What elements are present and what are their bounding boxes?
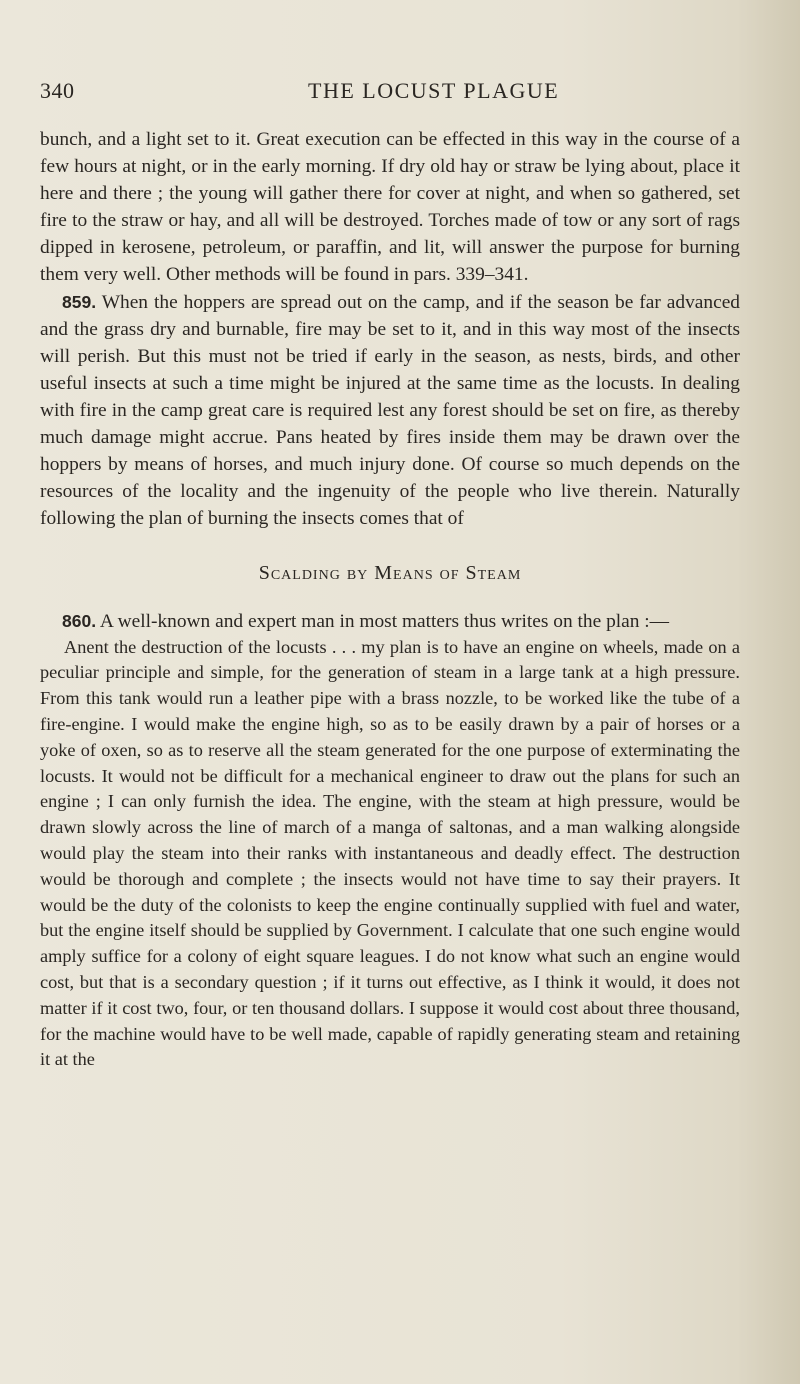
paragraph-number: 860. [62,610,97,631]
paragraph-text: When the hoppers are spread out on the camp, and if the season be far advanced and the grass dry and burnable, fire may be set to it, and in this way most of the insects will perish. But this must not be tried if early in the season, as nests, birds, and other useful insects at such a time might be injured at the same time as the locusts. In dealing with fire in the camp great care is required lest any forest should be set on fire, as thereby much damage might accrue. Pans heated by fires inside them may be drawn over the hoppers by means of horses, and much injury done. Of course so much depends on the resources of the locality and the ingenuity of the people who live therein. Naturally following the plan of burning the insects comes that of [40,291,741,530]
running-title: THE LOCUST PLAGUE [308,78,560,103]
page-number: 340 [40,78,75,103]
block-quote: Anent the destruction of the locusts . . . my plan is to have an engine on wheels, made on a peculiar principle and simple, for the generation of steam in a large tank at a high pressure. From this tank would run a leather pipe with a brass nozzle, to be worked like the tube of a fire-engine. I would make the engine high, so as to be easily drawn by a pair of horses or a yoke of oxen, so as to reserve all the steam generated for the one purpose of exterminating the locusts. It would not be difficult for a mechanical engineer to draw out the plans for such an engine ; I can only furnish the idea. The engine, with the steam at high pressure, would be drawn slowly across the line of march of a manga of saltonas, and a man walking alongside would play the steam into their ranks with instantaneous and deadly effect. The destruction would be thorough and complete ; the insects would not have time to say their prayers. It would be the duty of the colonists to keep the engine continually supplied with fuel and water, but the engine itself should be supplied by Government. I calculate that one such engine would amply suffice for a colony of eight square leagues. I do not know what such an engine would cost, but that is a secondary question ; if it turns out effective, as I think it would, it does not matter if it cost two, four, or ten thousand dollars. I suppose it would cost about three thousand, for the machine would have to be well made, capable of rapidly generating steam and retaining it at the [40,636,740,1070]
body-text [40,126,740,1073]
paragraph-continued: bunch, and a light set to it. Great execution can be effected in this way in the course of a few hours at night, or in the early morning. If dry old hay or straw be lying about, place it here and there ; the young will gather there for cover at night, and when so gathered, set fire to the straw or hay, and all will be destroyed. Torches made of tow or any sort of rags dipped in kerosene, petroleum, or paraffin, and lit, will answer the purpose for burning them very well. Other methods will be found in pars. 339–341. [40,129,740,286]
paragraph-text: A well-known and expert man in most matters thus writes on the plan :— [99,610,670,632]
paragraph-859 [40,289,740,533]
section-heading: Scalding by Means of Steam [258,562,522,585]
paragraph-number: 859. [62,291,97,312]
page-header [40,78,740,112]
paragraph-860 [40,608,740,635]
